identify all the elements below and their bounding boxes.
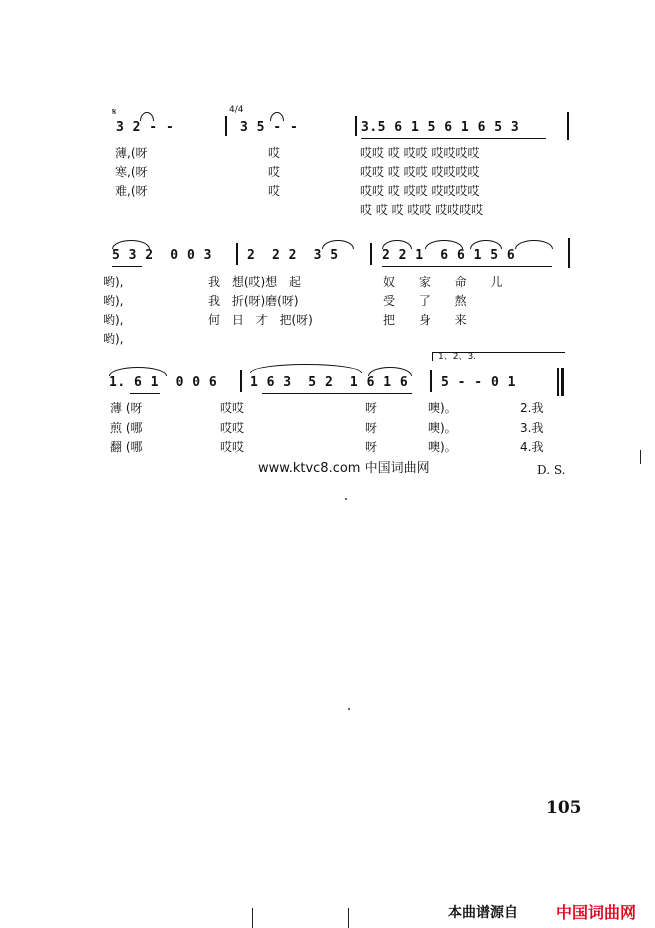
lyric: 寒,(呀 — [115, 165, 148, 179]
ds-mark: D. S. — [537, 463, 566, 477]
lyric: 何 日 才 把(呀) — [208, 313, 313, 327]
lyric: 哎 — [268, 165, 281, 179]
slur — [470, 240, 502, 249]
lyric: 把 身 来 — [383, 313, 467, 327]
lyric: 哎 — [268, 184, 281, 198]
time-sig: 4/4 — [229, 105, 244, 115]
lyric: 3.我 — [520, 421, 544, 435]
s1-measure-1: 3 2 - - — [116, 120, 175, 135]
barline — [240, 370, 242, 392]
beam-underline — [262, 393, 412, 394]
slur — [109, 367, 167, 376]
barline — [430, 370, 432, 392]
lyric: 煎 (哪 — [110, 421, 143, 435]
beam-underline — [112, 266, 142, 267]
lyric: 噢)。 — [428, 440, 457, 454]
slur — [515, 240, 553, 249]
barline — [568, 238, 570, 268]
lyric: 我 折(呀)磨(呀) — [208, 294, 299, 308]
page-number: 105 — [546, 798, 582, 818]
lyric: 难,(呀 — [115, 184, 148, 198]
repeat-barline — [557, 368, 559, 396]
footer-source-label: 本曲谱源自 — [448, 905, 518, 921]
lyric: 哟), — [103, 294, 124, 308]
fermata-arc — [270, 112, 284, 121]
s3-measure-3: 5 - - 0 1 — [441, 375, 516, 390]
binding-mark — [348, 908, 349, 928]
slur — [112, 240, 150, 249]
slur — [425, 240, 463, 249]
lyric: 翻 (哪 — [110, 440, 143, 454]
s2-measure-3: 2 2 1 6 6 1 5 6 — [382, 248, 516, 263]
lyric: 受 了 熬 — [383, 294, 467, 308]
lyric: 哎哎 哎 哎哎 哎哎哎哎 — [360, 165, 480, 179]
slur — [322, 240, 354, 249]
barline — [370, 243, 372, 265]
beam-underline — [361, 138, 546, 139]
slur — [368, 367, 412, 376]
lyric: 呀 — [365, 421, 378, 435]
s1-measure-3: 3.5 6 1 5 6 1 6 5 3 — [361, 120, 520, 135]
slur — [382, 240, 412, 249]
segno-sign: 𝄋 — [112, 107, 117, 118]
lyric: 哟), — [103, 332, 124, 346]
lyric: 奴 家 命 儿 — [383, 275, 503, 289]
lyric: 哟), — [103, 275, 124, 289]
lyric: 哎哎 — [220, 440, 245, 454]
s1-measure-2: 3 5 - - — [240, 120, 299, 135]
lyric: 哟), — [103, 313, 124, 327]
lyric: 薄,(呀 — [115, 146, 148, 160]
binding-mark — [252, 908, 253, 928]
barline — [225, 116, 227, 136]
lyric: 哎哎 — [220, 421, 245, 435]
lyric: 4.我 — [520, 440, 544, 454]
lyric: 哎哎 哎 哎哎 哎哎哎哎 — [360, 184, 480, 198]
barline — [236, 243, 238, 265]
lyric: 2.我 — [520, 401, 544, 415]
fermata-arc — [140, 112, 154, 121]
watermark-text: www.ktvc8.com 中国词曲网 — [258, 461, 430, 476]
s3-measure-2: 1 6 3 5 2 1 6 1 6 — [250, 375, 409, 390]
scan-speck — [345, 498, 347, 500]
lyric: 呀 — [365, 401, 378, 415]
scan-speck — [348, 708, 350, 710]
lyric: 哎 哎 哎 哎哎 哎哎哎哎 — [360, 203, 484, 217]
footer-site-name[interactable]: 中国词曲网 — [556, 903, 637, 922]
volta-label: 1、2、3. — [438, 352, 477, 362]
s2-measure-1: 5 3 2 0 0 3 — [112, 248, 212, 263]
lyric: 哎哎 哎 哎哎 哎哎哎哎 — [360, 146, 480, 160]
beam-underline — [382, 266, 552, 267]
lyric: 我 想(哎)想 起 — [208, 275, 301, 289]
lyric: 薄 (呀 — [110, 401, 143, 415]
barline — [567, 112, 569, 140]
s3-measure-1: 1. 6 1 0 0 6 — [109, 375, 218, 390]
beam-underline — [130, 393, 160, 394]
lyric: 呀 — [365, 440, 378, 454]
s2-measure-2: 2 2 2 3 5 — [247, 248, 339, 263]
scan-mark — [640, 450, 641, 464]
repeat-barline — [561, 368, 564, 396]
barline — [355, 116, 357, 136]
lyric: 哎哎 — [220, 401, 245, 415]
lyric: 哎 — [268, 146, 281, 160]
slur — [250, 364, 362, 373]
lyric: 噢)。 — [428, 421, 457, 435]
lyric: 噢)。 — [428, 401, 457, 415]
